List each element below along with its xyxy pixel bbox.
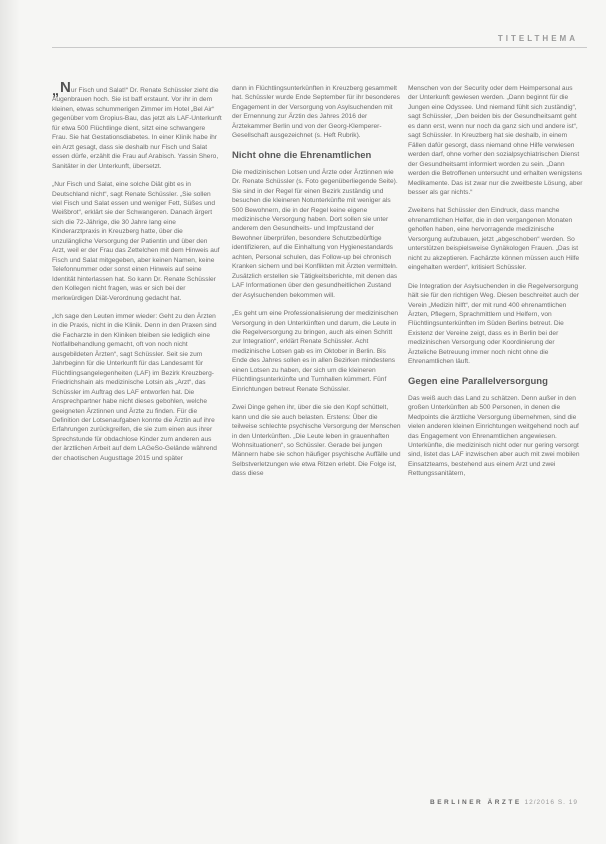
body-paragraph: Die medizinischen Lotsen und Ärzte oder Ärztinnen wie Dr. Renate Schüssler (s. Foto gegenüberliegende Seite). Sie sind in der Regel für einen Bezirk zuständig und besuchen die kleineren Notunterkünfte mit weniger als 500 Bewohnern, die in der Regel keine eigene medizinische Versorgung haben. Dort sollen sie unter anderem den Gesundheits- und Impfzustand der Bewohner überprüfen, besondere Schutzbedürftige identifizieren, auf die Einhaltung von Hygienestandards achten, Personal schulen, das Follow-up bei chronisch Kranken sichern und bei Konflikten mit Ärzten vermitteln. Zusätzlich erstellen sie Tätigkeitsberichte, mit denen das LAF Informationen über den gesundheitlichen Zustand der Asylsuchenden bekommen will. — [232, 168, 398, 299]
body-paragraph: „Ich sage den Leuten immer wieder: Geht zu den Ärzten in die Praxis, nicht in die Klinik. Denn in den Praxen sind die Facharzte in den Kliniken bleiben sie lediglich eine Notfallbehandlung gemacht, oft von noch nicht ausgebildeten Ärzten“, sagt Schüssler. Seit sie zum Jahrbeginn für die Unterkunft für das Landesamt für Flüchtlingsangelegenheiten (LAF) im Bezirk Kreuzberg-Friedrichshain als medizinische Lotsin als „Arzt“, das Schüssler im Auftrag des LAF entworfen hat. Die Ansprechpartner habe nicht dieses gebohlen, welche geeigneten Ärztinnen und Ärzte zu finden. Für die Definition der Lotsenaufgaben konnte die Ärztin auf ihre Erfahrungen zurückgreifen, die sie zum einen aus ihrer Sprechstunde für obdachlose Kinder zum anderen aus der ärztlichen Arbeit auf dem LAGeSo-Gelände während der chaotischen Augusttage 2015 und später — [52, 312, 217, 462]
page-fold-shadow — [0, 0, 20, 844]
page-footer — [430, 799, 578, 806]
article-column-1 — [52, 79, 222, 472]
body-paragraph: „Es geht um eine Professionalisierung der medizinischen Versorgung in den Unterkünften und darum, die Leute in die Regelversorgung zu bringen, auch als einen Schritt zur Integration“, erklärt Renate Schüssler. Acht medizinische Lotsen gab es im Oktober in Berlin. Bis Ende des Jahres sollen es in allen Bezirken mindestens einen Lotsen zu haben, der sich um die kleineren Flüchtlingsunterkünfte und Turnhallen kümmert. Fünf Einrichtungen betreut Renate Schüssler. — [232, 310, 399, 393]
subheading: Gegen eine Parallelversorgung — [408, 375, 548, 387]
body-paragraph: Das weiß auch das Land zu schätzen. Denn außer in den großen Unterkünften ab 500 Personen, in denen die Medpoints die ärztliche Versorgung übernehmen, sind die vielen anderen kleinen Einrichtungen weitgehend noch auf das Engagement von Ehrenamtlichen angewiesen. Unterkünfte, die medizinisch nicht oder nur gering versorgt sind, listet das LAF inzwischen aber auch mit zwei mobilen Einsatzteams, bestehend aus einem Arzt und zwei Rettungssanitätern, — [408, 394, 580, 478]
body-paragraph: dann in Flüchtlingsunterkünften in Kreuzberg gesammelt hat. Schüssler wurde Ende September für ihr besonderes Engagement in der Versorgung von Asylsuchenden mit der Ernennung zur Ärztin des Jahres 2016 der Ärztekammer Berlin und von der Georg-Klemperer-Gesellschaft ausgezeichnet (s. Heft Rubrik). — [232, 85, 400, 140]
header-rule — [52, 47, 587, 48]
body-paragraph: Zweitens hat Schüssler den Eindruck, dass manche ehrenamtlichen Helfer, die in den vergangenen Monaten geholfen haben, eine hervorragende medizinische Versorgung aufzubauen, jetzt „abgeschoben“ werden. So unterstützen beispielsweise Gynäkologen Frauen. „Das ist nicht zu akzeptieren. Fachärzte können müssen auch Hilfe eingehalten werden“, kritisiert Schüssler. — [408, 207, 580, 272]
body-paragraph: Zwei Dinge gehen ihr, über die sie den Kopf schüttelt, kann und die sie auch belasten. Erstens: Über die teilweise schlechte psychische Versorgung der Menschen in den Unterkünften. „Die Leute leben in grauenhaften Wohnsituationen“, so Schüssler. Gerade bei jungen Männern habe sie schon häufiger psychische Auffälle und Selbstverletzungen wie etwa Ritzen erlebt. Die Folge ist, dass diese — [232, 404, 401, 478]
issue-number: 12/2016 S. 19 — [524, 799, 578, 806]
subheading: Nicht ohne die Ehrenamtlichen — [232, 149, 372, 161]
body-paragraph: „Nur Fisch und Salat, eine solche Diät gibt es in Deutschland nicht“, sagt Renate Schüssler. „Sie sollen viel Fisch und Salat essen und weniger Fett, Süßes und Weißbrot“, erklärt sie der Schwangeren. Danach ärgert sich die 72-Jährige, die 30 Jahre lang eine Kinderarztpraxis in Kreuzberg hatte, über die unzulängliche Versorgung der Patientin und über den Arzt, weil er der Frau das Zettelchen mit dem Hinweis auf Fisch und Salat mitgegeben, aber keinen Namen, keine Telefonnummer oder sonst einen Hinweis auf seine Identität hinterlassen hat. So kann Dr. Renate Schüssler den Kollegen nicht fragen, was er sich bei der merkwürdigen Diät-Verordnung gedacht hat. — [52, 181, 220, 302]
opening-quote-mark: „ — [52, 82, 59, 98]
body-paragraph: Die Integration der Asylsuchenden in die Regelversorgung hält sie für den richtigen Weg. Diesen beschreitet auch der Verein „Medizin hilft“, der mit rund 400 ehrenamtlichen Ärzten, Pflegern, Sprachmittlern und Helfern, von Flüchtlingsunterkünften im Süden Berlins betreut. Die Existenz der Vereine zeigt, dass es in Berlin bei der medizinischen Versorgung oder Koordinierung der Ärzteliche Betreuung immer noch nicht ohne die Ehrenamtlichen läuft. — [408, 282, 580, 366]
intro-paragraph-text: ur Fisch und Salat!“ Dr. Renate Schüssler zieht die Augenbrauen hoch. Sie ist baff erstaunt. Vor ihr in dem kleinen, etwas schummerigen Zimmer im Hotel „Bel Air“ gegenüber vom Gropius-Bau, das jetzt als LAF-Unterkunft für etwa 500 Flüchtlinge dient, sitzt eine schwangere Frau. Sie hat Gestationsdiabetes. In einer Klinik habe ihr ein Arzt gesagt, dass sie deshalb nur Fisch und Salat essen dürfe, erzählt die Frau auf Arabisch. Yassin Shero, Sanitäter in der Unterkunft, übersetzt. — [52, 87, 222, 170]
drop-initial: N — [60, 79, 71, 96]
intro-paragraph — [52, 79, 222, 171]
article-column-2 — [232, 84, 402, 488]
section-label: TITELTHEMA — [497, 34, 578, 43]
magazine-name: BERLINER ÄRZTE — [430, 799, 522, 806]
article-column-3 — [408, 84, 583, 488]
body-paragraph: Menschen von der Security oder dem Heimpersonal aus der Unterkunft gewiesen werden. „Dann beginnt für die Jungen eine Odyssee. Und niemand fühlt sich zuständig“, sagt Schüssler, „Den beiden bis der Gesundheitsamt geht es dann erst, wenn nur noch da ganz sich und andere ist“, sagt Schüssler. In Kreuzberg hat sie deshalb, in einem Fällen dafür gesorgt, dass niemand ohne Hilfe verwiesen werden darf, ohne vorher den sozialpsychiatrischen Dienst der Gesundheitsamt informiert worden zu sein. „Dann werden die Betroffenen untersucht und erhalten wenigstens Medikamente. Das ist zwar nur die zweitbeste Lösung, aber besser als gar nichts.“ — [408, 85, 583, 196]
